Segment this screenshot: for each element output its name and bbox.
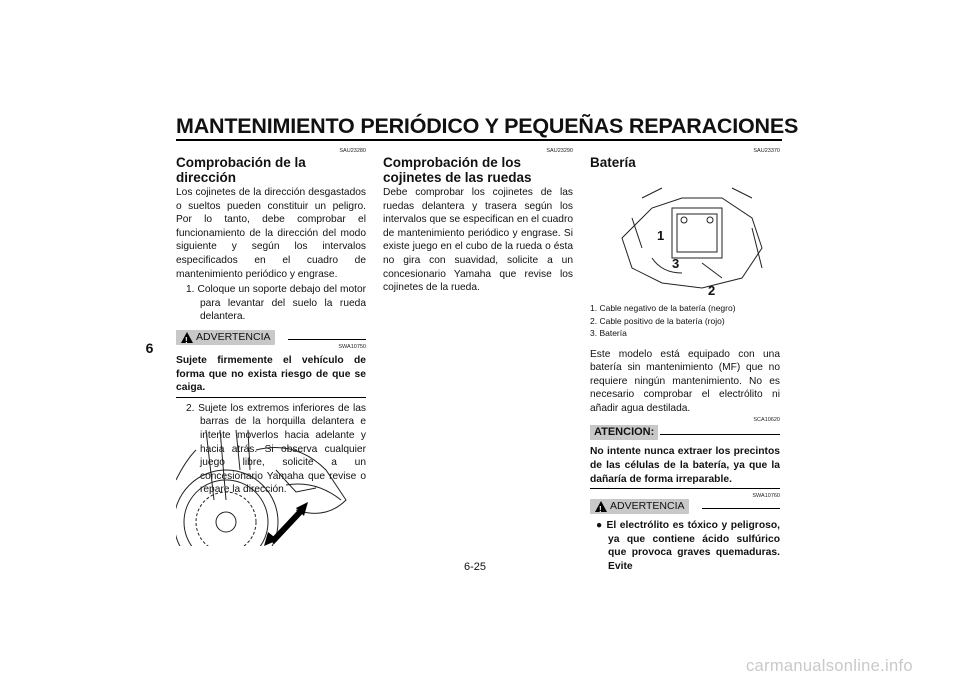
- caption-item: 1. Cable negativo de la batería (negro): [590, 303, 736, 313]
- page-number: 6-25: [464, 561, 487, 573]
- caption-list: [590, 302, 780, 340]
- column-battery: [590, 148, 780, 171]
- warning-rule: [702, 508, 780, 509]
- warning-rule: [288, 339, 366, 340]
- header-rule: [176, 139, 782, 141]
- bullet-icon: ●: [596, 520, 607, 532]
- caution-end-rule: [590, 488, 780, 489]
- callout-2: 2: [708, 283, 716, 298]
- warning-box: [176, 330, 366, 346]
- steps-list: [176, 283, 366, 324]
- step-item: 2. Sujete los extremos inferiores de las barras de la horquilla delantera e intente moverlos hacia adelante y hacia atrás. Si observa cualquier juego libre, solicite a un concesionario Yamaha que revise o repare la dirección.: [186, 402, 366, 496]
- battery-text: [590, 302, 780, 574]
- caption-item: 2. Cable positivo de la batería (rojo): [590, 315, 725, 326]
- warning-box: [590, 499, 780, 515]
- warning-text: Sujete firmemente el vehículo de forma que no exista riesgo de que se caiga.: [176, 354, 366, 394]
- bullet-item: [590, 519, 780, 573]
- warning-label: ADVERTENCIA: [610, 500, 685, 513]
- caption-item: 3. Batería: [590, 328, 627, 338]
- warning-code: SWA10750: [338, 343, 366, 350]
- page-header: [176, 114, 799, 138]
- body-text: Este modelo está equipado con una batería sin mantenimiento (MF) que no requiere ningún mantenimiento. No es necesario comprobar el electrólito ni añadir agua destilada.: [590, 348, 780, 414]
- section-code: SAU23370: [753, 148, 780, 154]
- body-text: Debe comprobar los cojinetes de las ruedas delantera y trasera según los intervalos que se especifican en el cuadro de mantenimiento periódico y engrase. Si existe juego en el cubo de la rueda o ésta no gira con suavidad, solicite a un concesionario Yamaha que revise los cojinetes de la rueda.: [383, 187, 573, 294]
- caution-text: No intente nunca extraer los precintos de las células de la batería, ya que la dañaría de forma irreparable.: [590, 446, 780, 485]
- movement-arrow-icon: [264, 502, 308, 546]
- column-wheel-bearings: [383, 148, 573, 295]
- caution-code: SCA10620: [753, 417, 780, 424]
- step-item: 1. Coloque un soporte debajo del motor para levantar del suelo la rueda delantera.: [186, 284, 366, 323]
- caution-badge: ATENCION:: [590, 425, 658, 440]
- body-text: Los cojinetes de la dirección desgastados o sueltos pueden constituir un peligro. Por lo tanto, debe comprobar el funcionamiento de la dirección del modo siguiente y según los intervalos especificados en el cuadro de mantenimiento periódico y engrase.: [176, 187, 366, 280]
- page-title: MANTENIMIENTO PERIÓDICO Y PEQUEÑAS REPARACIONES: [176, 114, 799, 138]
- warning-label: ADVERTENCIA: [196, 330, 271, 343]
- warning-end-rule: [176, 397, 366, 398]
- chapter-number: 6: [145, 340, 154, 356]
- section-code: SAU23290: [546, 148, 573, 154]
- callout-1: 1: [657, 228, 665, 243]
- section-heading: Comprobación de los cojinetes de las ruedas: [383, 155, 532, 185]
- caution-rule: [660, 434, 780, 435]
- bullet-text: El electrólito es tóxico y peligroso, ya que contiene ácido sulfúrico que provoca graves quemaduras. Evite: [606, 520, 780, 573]
- fork-illustration: [176, 430, 368, 546]
- warning-triangle-icon: [595, 501, 607, 512]
- warning-triangle-icon: [181, 332, 193, 343]
- warning-badge: [590, 499, 689, 514]
- callout-3: 3: [672, 256, 680, 271]
- warning-badge: [176, 330, 275, 345]
- battery-illustration: [612, 178, 772, 298]
- section-heading: Batería: [590, 155, 636, 170]
- chapter-tab: [127, 150, 172, 678]
- warning-code: SWA10760: [752, 493, 780, 500]
- section-heading: Comprobación de la dirección: [176, 155, 306, 185]
- watermark: carmanualsonline.info: [746, 657, 913, 675]
- caution-box: [590, 425, 780, 441]
- section-code: SAU23280: [339, 148, 366, 154]
